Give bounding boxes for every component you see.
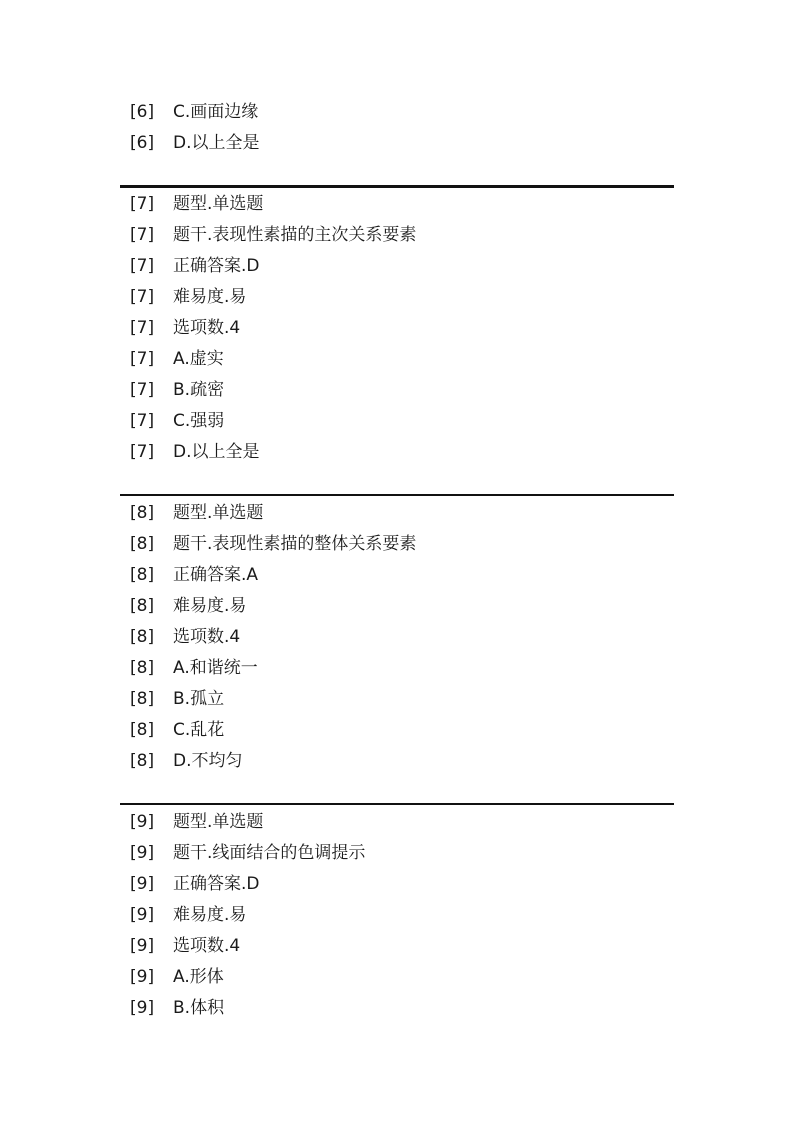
question-block-6 [120,97,674,159]
question-number: [8] [130,658,155,678]
question-line [120,622,674,653]
question-number: [9] [130,843,155,863]
question-text: 难易度.易 [173,905,247,925]
question-line [120,437,674,468]
section-divider [120,494,674,496]
question-line [120,375,674,406]
question-text: 题型.单选题 [173,812,264,832]
question-line [120,220,674,251]
question-text: 选项数.4 [173,936,241,956]
question-text: 题干.线面结合的色调提示 [173,843,366,863]
question-line [120,746,674,777]
question-block-9 [120,807,674,1024]
question-line [120,807,674,838]
question-text: C.强弱 [173,411,225,431]
question-line [120,869,674,900]
question-number: [7] [130,380,155,400]
question-number: [8] [130,596,155,616]
question-number: [7] [130,287,155,307]
question-line [120,189,674,220]
question-line [120,406,674,437]
question-text: B.孤立 [173,689,225,709]
question-block-7 [120,189,674,468]
question-line [120,838,674,869]
question-text: 题干.表现性素描的整体关系要素 [173,534,417,554]
question-number: [8] [130,503,155,523]
question-text: 题型.单选题 [173,194,264,214]
section-divider [120,803,674,805]
question-text: B.体积 [173,998,225,1018]
question-line [120,684,674,715]
question-number: [6] [130,102,155,122]
question-number: [7] [130,349,155,369]
question-number: [7] [130,318,155,338]
question-number: [9] [130,998,155,1018]
question-line [120,282,674,313]
question-line [120,128,674,159]
question-line [120,715,674,746]
question-line [120,498,674,529]
question-text: 选项数.4 [173,318,241,338]
question-number: [7] [130,411,155,431]
question-text: A.虚实 [173,349,224,369]
question-line [120,900,674,931]
question-line [120,931,674,962]
question-text: 正确答案.A [173,565,259,585]
question-number: [9] [130,874,155,894]
question-text: 正确答案.D [173,874,260,894]
question-text: 难易度.易 [173,287,247,307]
question-number: [6] [130,133,155,153]
question-line [120,97,674,128]
question-line [120,993,674,1024]
question-line [120,313,674,344]
question-text: 难易度.易 [173,596,247,616]
question-number: [9] [130,812,155,832]
question-text: A.和谐统一 [173,658,258,678]
question-line [120,962,674,993]
question-text: 选项数.4 [173,627,241,647]
question-number: [8] [130,565,155,585]
question-number: [9] [130,936,155,956]
question-number: [7] [130,256,155,276]
question-line [120,591,674,622]
question-number: [9] [130,967,155,987]
question-text: B.疏密 [173,380,225,400]
question-block-8 [120,498,674,777]
question-text: C.乱花 [173,720,225,740]
question-text: 题干.表现性素描的主次关系要素 [173,225,417,245]
question-text: D.不均匀 [173,751,243,771]
question-text: D.以上全是 [173,442,260,462]
question-number: [7] [130,225,155,245]
question-line [120,344,674,375]
question-number: [9] [130,905,155,925]
question-line [120,560,674,591]
question-text: D.以上全是 [173,133,260,153]
question-text: C.画面边缘 [173,102,259,122]
question-text: 题型.单选题 [173,503,264,523]
question-line [120,653,674,684]
question-number: [8] [130,689,155,709]
question-number: [7] [130,442,155,462]
question-number: [8] [130,534,155,554]
question-text: 正确答案.D [173,256,260,276]
section-divider [120,185,674,188]
question-number: [8] [130,751,155,771]
question-line [120,251,674,282]
question-line [120,529,674,560]
question-number: [8] [130,720,155,740]
question-number: [7] [130,194,155,214]
question-text: A.形体 [173,967,224,987]
question-number: [8] [130,627,155,647]
